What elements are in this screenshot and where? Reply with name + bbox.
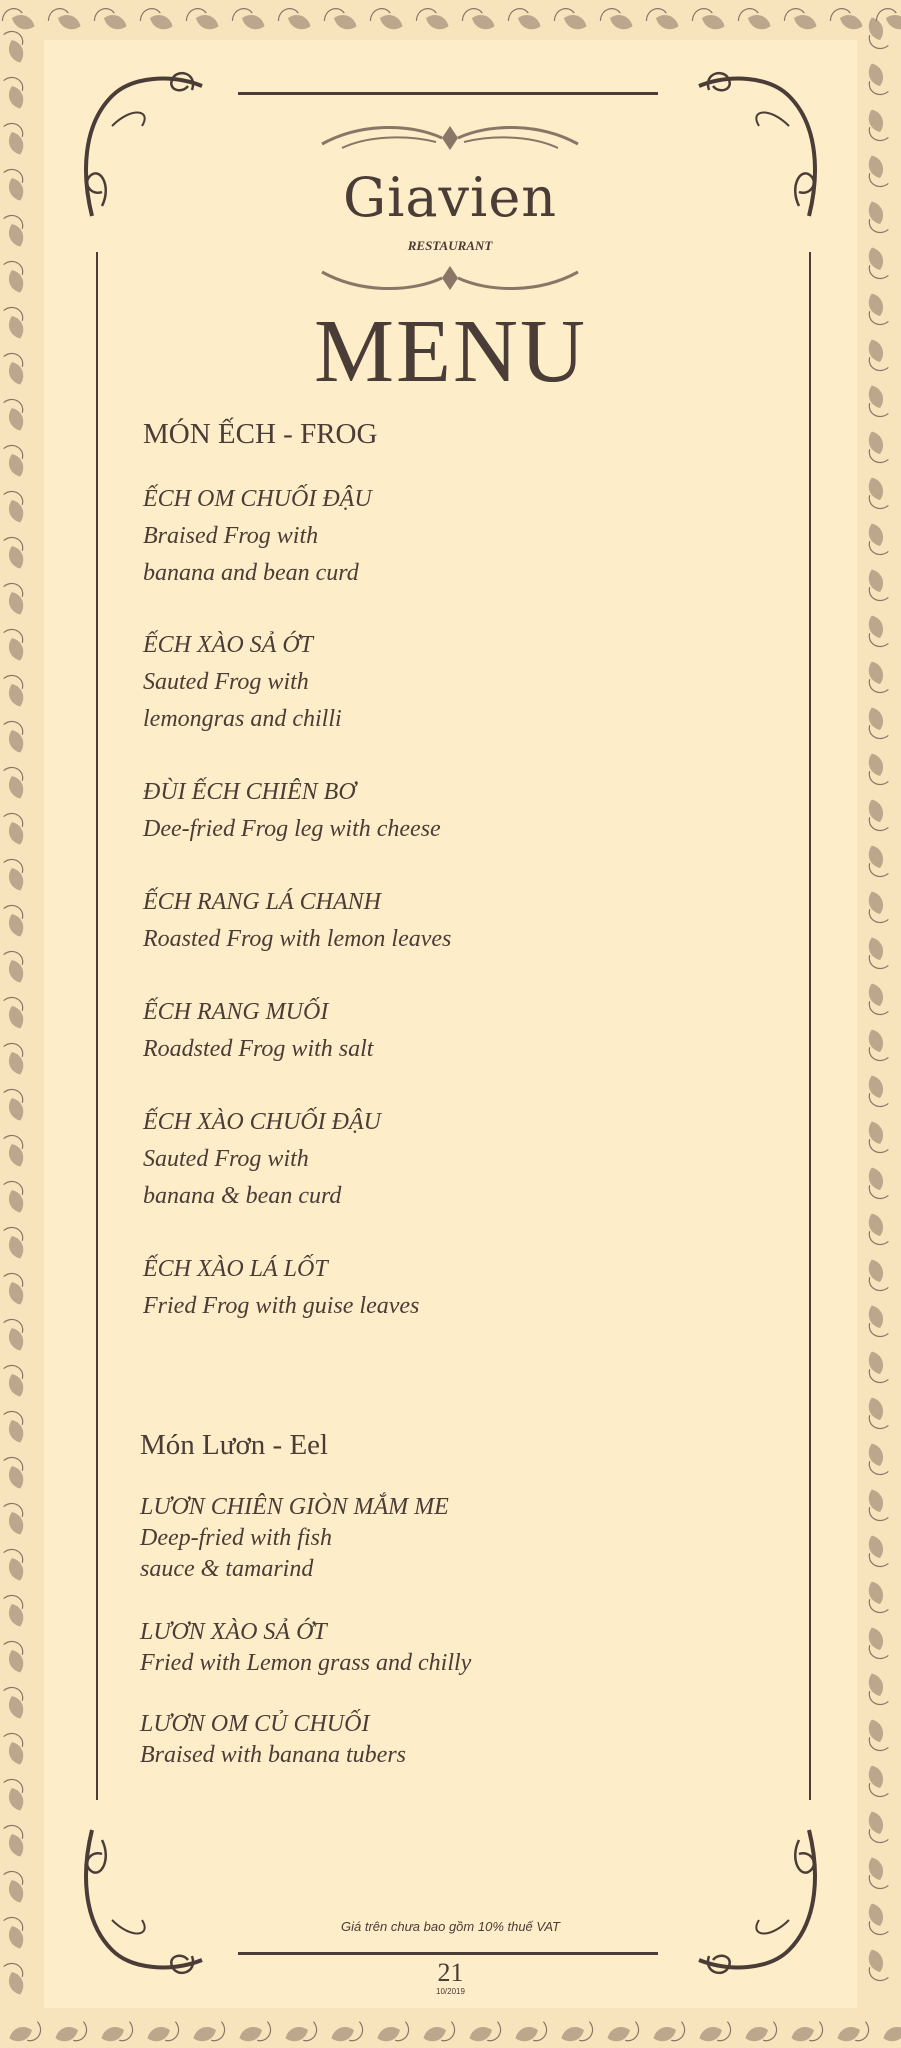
leaf-ornament bbox=[862, 659, 889, 696]
leaf-ornament bbox=[862, 521, 889, 558]
leaf-ornament bbox=[283, 2021, 320, 2048]
menu-item bbox=[143, 481, 372, 592]
bottom-rule bbox=[238, 1952, 658, 1955]
leaf-ornament bbox=[3, 764, 30, 801]
leaf-ornament bbox=[862, 1533, 889, 1570]
leaf-ornament bbox=[93, 6, 130, 33]
leaf-ornament bbox=[862, 1349, 889, 1386]
leaf-ornament bbox=[145, 2021, 182, 2048]
leaf-ornament bbox=[862, 567, 889, 604]
leaf-ornament bbox=[1, 6, 38, 33]
item-desc: lemongras and chilli bbox=[143, 706, 342, 732]
leaf-ornament bbox=[191, 2021, 228, 2048]
logo-top-ornament bbox=[312, 118, 588, 158]
leaf-ornament bbox=[3, 1592, 30, 1629]
right-rule bbox=[809, 252, 811, 1800]
leaf-ornament bbox=[3, 1316, 30, 1353]
leaf-ornament bbox=[3, 1684, 30, 1721]
leaf-ornament bbox=[743, 2021, 780, 2048]
leaf-ornament bbox=[53, 2021, 90, 2048]
leaf-ornament bbox=[3, 1546, 30, 1583]
leaf-ornament bbox=[3, 488, 30, 525]
leaf-ornament bbox=[3, 1500, 30, 1537]
item-desc: Dee-fried Frog leg with cheese bbox=[143, 816, 441, 842]
leaf-ornament bbox=[507, 6, 544, 33]
leaf-ornament bbox=[862, 1717, 889, 1754]
leaf-ornament bbox=[835, 2021, 872, 2048]
item-name: ẾCH RANG LÁ CHANH bbox=[143, 889, 382, 915]
item-desc: Braised Frog with bbox=[143, 523, 319, 549]
leaf-ornament bbox=[231, 6, 268, 33]
vat-note: Giá trên chưa bao gồm 10% thuế VAT bbox=[340, 1919, 560, 1934]
section-title-frog: MÓN ẾCH - FROG bbox=[143, 418, 378, 450]
leaf-ornament bbox=[862, 1027, 889, 1064]
page-number: 21 bbox=[437, 1958, 464, 1987]
leaf-ornament bbox=[3, 1408, 30, 1445]
leaf-ornament bbox=[737, 6, 774, 33]
leaf-ornament bbox=[862, 107, 889, 144]
leaf-ornament bbox=[3, 1086, 30, 1123]
leaf-ornament bbox=[421, 2021, 458, 2048]
corner-flourish-top-left bbox=[72, 66, 212, 226]
item-name: ẾCH RANG MUỐI bbox=[143, 999, 329, 1025]
leaf-ornament bbox=[862, 1671, 889, 1708]
leaf-ornament bbox=[3, 534, 30, 571]
leaf-ornament bbox=[415, 6, 452, 33]
leaf-ornament bbox=[3, 1224, 30, 1261]
leaf-ornament bbox=[3, 994, 30, 1031]
item-name: LƯƠN OM CỦ CHUỐI bbox=[140, 1711, 370, 1737]
leaf-ornament bbox=[862, 245, 889, 282]
item-name: ĐÙI ẾCH CHIÊN BƠ bbox=[143, 779, 356, 805]
leaf-ornament bbox=[862, 1119, 889, 1156]
item-desc: Fried Frog with guise leaves bbox=[143, 1293, 420, 1319]
leaf-ornament bbox=[559, 2021, 596, 2048]
leaf-ornament bbox=[862, 1257, 889, 1294]
leaf-ornament bbox=[139, 6, 176, 33]
leaf-ornament bbox=[3, 902, 30, 939]
leaf-ornament bbox=[862, 1763, 889, 1800]
leaf-ornament bbox=[3, 1270, 30, 1307]
leaf-ornament bbox=[3, 1638, 30, 1675]
leaf-ornament bbox=[3, 580, 30, 617]
corner-flourish-bottom-left bbox=[72, 1820, 212, 1980]
leaf-ornament bbox=[862, 1165, 889, 1202]
leaf-ornament bbox=[829, 6, 866, 33]
leaf-ornament bbox=[3, 1178, 30, 1215]
corner-flourish-top-right bbox=[689, 66, 829, 226]
leaf-ornament bbox=[3, 718, 30, 755]
leaf-ornament bbox=[862, 935, 889, 972]
leaf-ornament bbox=[789, 2021, 826, 2048]
leaf-ornament bbox=[862, 61, 889, 98]
leaf-ornament bbox=[783, 6, 820, 33]
leaf-ornament bbox=[3, 672, 30, 709]
corner-flourish-bottom-right bbox=[689, 1820, 829, 1980]
leaf-ornament bbox=[277, 6, 314, 33]
leaf-ornament bbox=[3, 1454, 30, 1491]
leaf-ornament bbox=[3, 442, 30, 479]
leaf-ornament bbox=[461, 6, 498, 33]
leaf-ornament bbox=[862, 1211, 889, 1248]
item-desc: Roadsted Frog with salt bbox=[143, 1036, 374, 1062]
leaf-ornament bbox=[3, 1132, 30, 1169]
menu-title: MENU bbox=[314, 302, 587, 401]
item-desc: Sauted Frog with bbox=[143, 669, 309, 695]
menu-item bbox=[140, 1709, 406, 1771]
leaf-ornament bbox=[3, 626, 30, 663]
leaf-ornament bbox=[3, 74, 30, 111]
logo-bottom-ornament bbox=[312, 258, 588, 298]
leaf-ornament bbox=[862, 153, 889, 190]
leaf-ornament bbox=[3, 212, 30, 249]
menu-item bbox=[143, 994, 373, 1068]
leaf-ornament bbox=[3, 1040, 30, 1077]
leaf-ornament bbox=[691, 6, 728, 33]
leaf-ornament bbox=[3, 1868, 30, 1905]
leaf-ornament bbox=[185, 6, 222, 33]
leaf-ornament bbox=[3, 1362, 30, 1399]
leaf-ornament bbox=[329, 2021, 366, 2048]
item-desc: Roasted Frog with lemon leaves bbox=[143, 926, 452, 952]
left-rule bbox=[96, 252, 98, 1800]
leaf-ornament bbox=[862, 613, 889, 650]
leaf-ornament bbox=[862, 15, 889, 52]
leaf-ornament bbox=[237, 2021, 274, 2048]
item-name: ẾCH OM CHUỐI ĐẬU bbox=[143, 486, 372, 512]
leaf-ornament bbox=[862, 889, 889, 926]
leaf-ornament bbox=[553, 6, 590, 33]
leaf-ornament bbox=[3, 856, 30, 893]
leaf-ornament bbox=[323, 6, 360, 33]
leaf-ornament bbox=[513, 2021, 550, 2048]
menu-item bbox=[143, 884, 451, 958]
item-desc: banana and bean curd bbox=[143, 560, 359, 586]
menu-item bbox=[143, 1251, 419, 1325]
leaf-ornament bbox=[3, 810, 30, 847]
leaf-ornament bbox=[47, 6, 84, 33]
restaurant-logo bbox=[290, 118, 610, 298]
leaf-ornament bbox=[862, 429, 889, 466]
menu-item bbox=[143, 627, 342, 738]
leaf-ornament bbox=[881, 2021, 901, 2048]
item-desc: Braised with banana tubers bbox=[140, 1742, 407, 1768]
leaf-ornament bbox=[862, 1487, 889, 1524]
leaf-ornament bbox=[862, 751, 889, 788]
item-desc: banana & bean curd bbox=[143, 1183, 342, 1209]
leaf-ornament bbox=[862, 1579, 889, 1616]
leaf-ornament bbox=[862, 1625, 889, 1662]
leaf-ornament bbox=[599, 6, 636, 33]
leaf-ornament bbox=[3, 166, 30, 203]
leaf-ornament bbox=[3, 1730, 30, 1767]
menu-item bbox=[140, 1492, 449, 1585]
item-name: ẾCH XÀO CHUỐI ĐẬU bbox=[143, 1109, 381, 1135]
menu-item bbox=[140, 1617, 471, 1679]
leaf-ornament bbox=[7, 2021, 44, 2048]
leaf-ornament bbox=[862, 843, 889, 880]
item-desc: Fried with Lemon grass and chilly bbox=[140, 1650, 472, 1676]
leaf-ornament bbox=[862, 1855, 889, 1892]
item-name: LƯƠN XÀO SẢ ỚT bbox=[140, 1619, 327, 1645]
leaf-ornament bbox=[697, 2021, 734, 2048]
leaf-ornament bbox=[3, 1776, 30, 1813]
leaf-ornament bbox=[99, 2021, 136, 2048]
item-name: LƯƠN CHIÊN GIÒN MẮM ME bbox=[140, 1494, 449, 1520]
item-desc: sauce & tamarind bbox=[140, 1556, 314, 1582]
leaf-ornament bbox=[862, 1441, 889, 1478]
leaf-ornament bbox=[3, 258, 30, 295]
leaf-ornament bbox=[645, 6, 682, 33]
menu-item bbox=[143, 1104, 381, 1215]
leaf-ornament bbox=[3, 120, 30, 157]
leaf-ornament bbox=[862, 797, 889, 834]
logo-wordmark: Giavien bbox=[342, 166, 558, 229]
leaf-ornament bbox=[862, 705, 889, 742]
leaf-ornament bbox=[369, 6, 406, 33]
leaf-ornament bbox=[3, 28, 30, 65]
top-rule bbox=[238, 92, 658, 95]
leaf-ornament bbox=[651, 2021, 688, 2048]
section-title-eel: Món Lươn - Eel bbox=[140, 1429, 329, 1461]
leaf-ornament bbox=[862, 1809, 889, 1846]
item-desc: Deep-fried with fish bbox=[140, 1525, 332, 1551]
leaf-ornament bbox=[3, 948, 30, 985]
leaf-ornament bbox=[862, 1303, 889, 1340]
item-desc: Sauted Frog with bbox=[143, 1146, 309, 1172]
leaf-ornament bbox=[862, 1073, 889, 1110]
leaf-ornament bbox=[467, 2021, 504, 2048]
leaf-ornament bbox=[862, 475, 889, 512]
logo-subtitle: RESTAURANT bbox=[407, 238, 493, 253]
item-name: ẾCH XÀO LÁ LỐT bbox=[143, 1256, 328, 1282]
item-name: ẾCH XÀO SẢ ỚT bbox=[143, 632, 313, 658]
page-date: 10/2019 bbox=[436, 1987, 465, 1996]
leaf-ornament bbox=[862, 199, 889, 236]
leaf-ornament bbox=[605, 2021, 642, 2048]
leaf-ornament bbox=[862, 981, 889, 1018]
leaf-ornament bbox=[375, 2021, 412, 2048]
leaf-ornament bbox=[3, 1822, 30, 1859]
leaf-ornament bbox=[862, 1395, 889, 1432]
menu-item bbox=[143, 774, 441, 848]
